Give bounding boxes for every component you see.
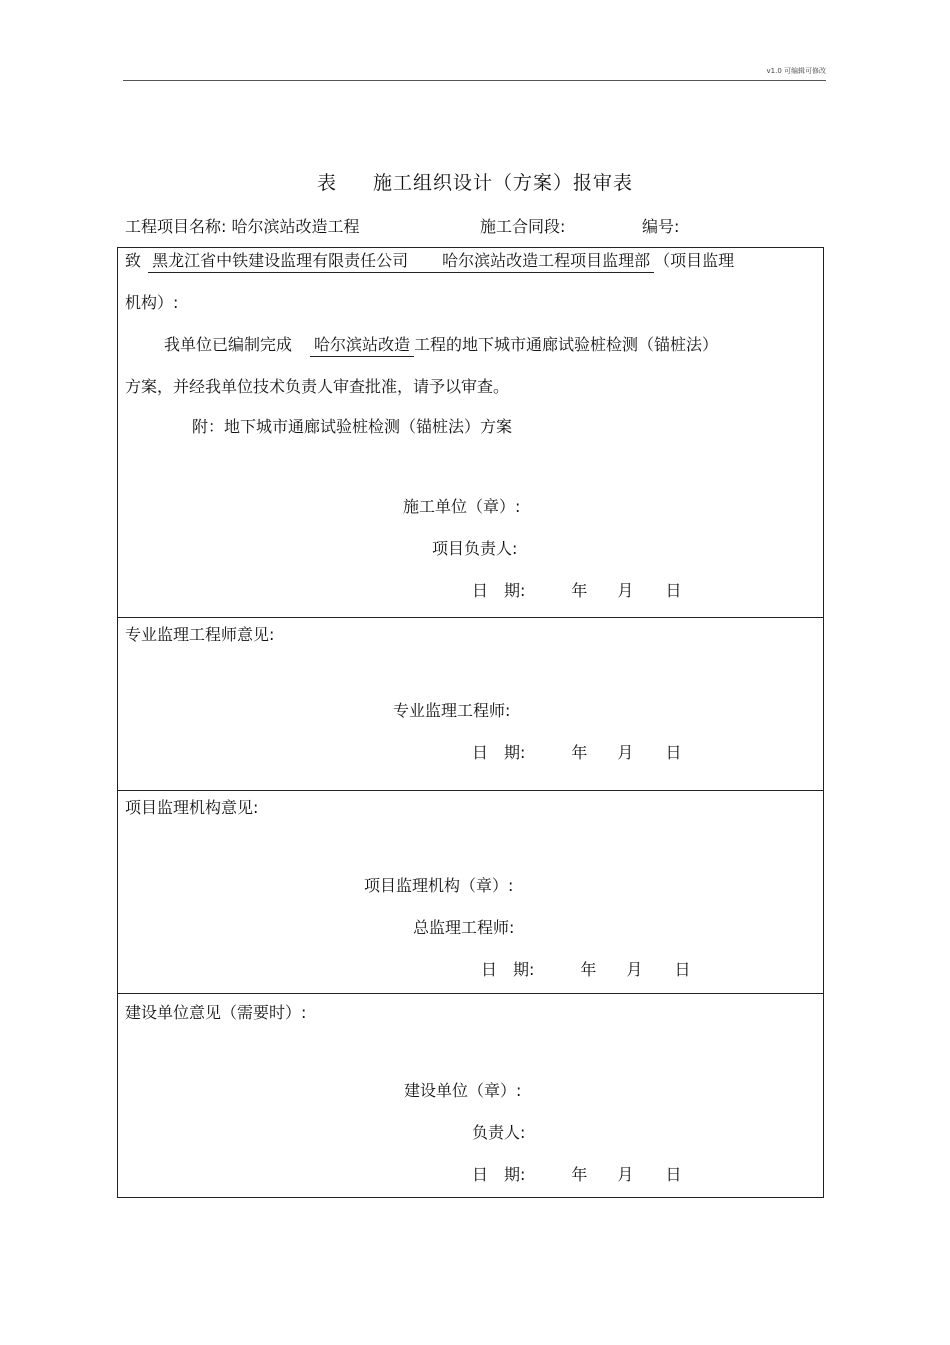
specialist-engineer-label: 专业监理工程师:: [393, 701, 511, 720]
supervision-opinion-section: [117, 790, 824, 994]
date-row: 日 期: 年 月 日: [481, 960, 691, 979]
body-project: 哈尔滨站改造: [310, 332, 414, 357]
submission-section: [117, 247, 824, 618]
to-label: 致: [125, 251, 142, 270]
owner-opinion-section: [117, 993, 824, 1198]
owner-unit-seal: 建设单位（章）:: [404, 1081, 522, 1100]
body-line-1: 我单位已编制完成 哈尔滨站改造 工程的地下城市通廊试验桩检测（锚桩法）: [164, 332, 718, 357]
project-name-row: [125, 214, 360, 237]
date-row: 日 期: 年 月 日: [472, 1165, 682, 1184]
project-leader-label: 项目负责人:: [432, 539, 518, 558]
title-prefix: 表: [316, 172, 337, 194]
construction-unit-seal: 施工单位（章）:: [403, 497, 521, 516]
specialist-opinion-heading: 专业监理工程师意见:: [125, 625, 275, 644]
supervision-agency-seal: 项目监理机构（章）:: [364, 876, 514, 895]
supervisor-company: 黑龙江省中铁建设监理有限责任公司 哈尔滨站改造工程项目监理部: [148, 248, 654, 273]
specialist-opinion-section: [117, 617, 824, 791]
owner-leader-label: 负责人:: [472, 1123, 526, 1142]
addressee-line: [125, 248, 734, 273]
chief-engineer-label: 总监理工程师:: [413, 918, 515, 937]
project-name-value: 哈尔滨站改造工程: [231, 217, 360, 236]
date-row: 日 期: 年 月 日: [472, 581, 682, 600]
contract-section-label: 施工合同段:: [480, 217, 566, 236]
title-main: 施工组织设计（方案）报审表: [373, 172, 634, 194]
version-note: v1.0 可编辑可修改: [766, 67, 826, 75]
supervision-opinion-heading: 项目监理机构意见:: [125, 798, 259, 817]
owner-opinion-heading: 建设单位意见（需要时）:: [125, 1003, 307, 1022]
page-title: [0, 168, 950, 195]
number-label: 编号:: [642, 217, 680, 236]
header-divider: [123, 80, 826, 81]
to-suffix-line2: 机构）:: [125, 293, 179, 312]
attachment-line: 附：地下城市通廊试验桩检测（锚桩法）方案: [192, 417, 513, 436]
body-line-2: 方案，并经我单位技术负责人审查批准，请予以审查。: [125, 377, 510, 396]
to-suffix: （项目监理: [654, 251, 735, 270]
project-name-label: 工程项目名称:: [125, 217, 227, 236]
date-row: 日 期: 年 月 日: [472, 743, 682, 762]
